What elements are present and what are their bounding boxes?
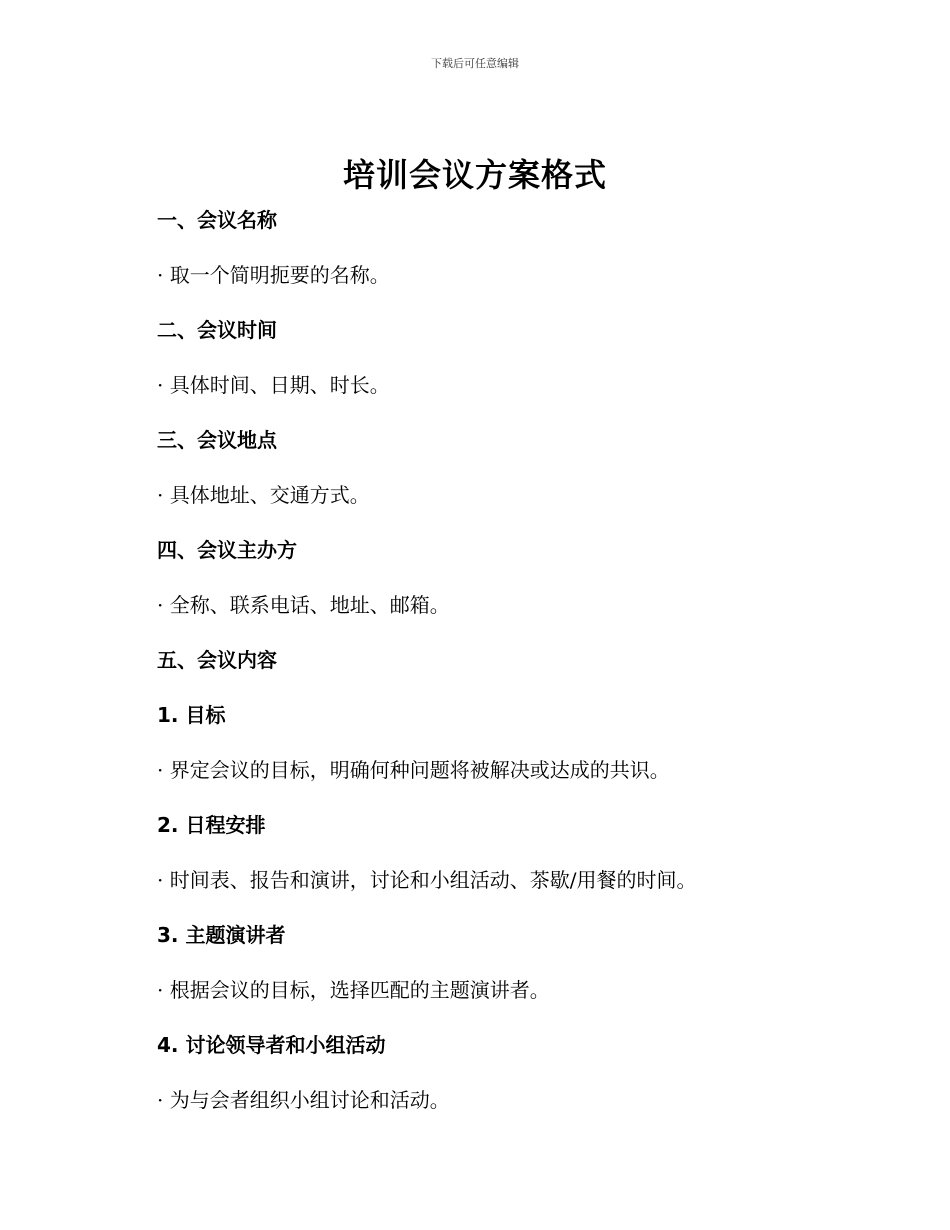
paragraph-goal: · 界定会议的目标，明确何种问题将被解决或达成的共识。: [157, 758, 670, 782]
document-body: [157, 205, 857, 1140]
subheading-goal: 1. 目标: [157, 703, 226, 727]
section-heading-content: 五、会议内容: [157, 648, 277, 672]
subheading-keynote-speaker: 3. 主题演讲者: [157, 923, 286, 947]
section-heading-name: 一、会议名称: [157, 208, 277, 232]
subheading-schedule: 2. 日程安排: [157, 813, 266, 837]
section-heading-location: 三、会议地点: [157, 428, 277, 452]
paragraph-organizer: · 全称、联系电话、地址、邮箱。: [157, 593, 450, 617]
paragraph-name: · 取一个简明扼要的名称。: [157, 263, 390, 287]
paragraph-keynote-speaker: · 根据会议的目标，选择匹配的主题演讲者。: [157, 978, 550, 1002]
subheading-discussion-groups: 4. 讨论领导者和小组活动: [157, 1033, 386, 1057]
paragraph-discussion-groups: · 为与会者组织小组讨论和活动。: [157, 1088, 450, 1112]
paragraph-time: · 具体时间、日期、时长。: [157, 373, 390, 397]
document-title: 培训会议方案格式: [342, 156, 607, 194]
section-heading-organizer: 四、会议主办方: [157, 538, 297, 562]
paragraph-schedule: · 时间表、报告和演讲，讨论和小组活动、茶歇/用餐的时间。: [157, 868, 697, 892]
section-heading-time: 二、会议时间: [157, 318, 277, 342]
header-note: 下载后可任意编辑: [431, 57, 519, 70]
paragraph-location: · 具体地址、交通方式。: [157, 483, 370, 507]
